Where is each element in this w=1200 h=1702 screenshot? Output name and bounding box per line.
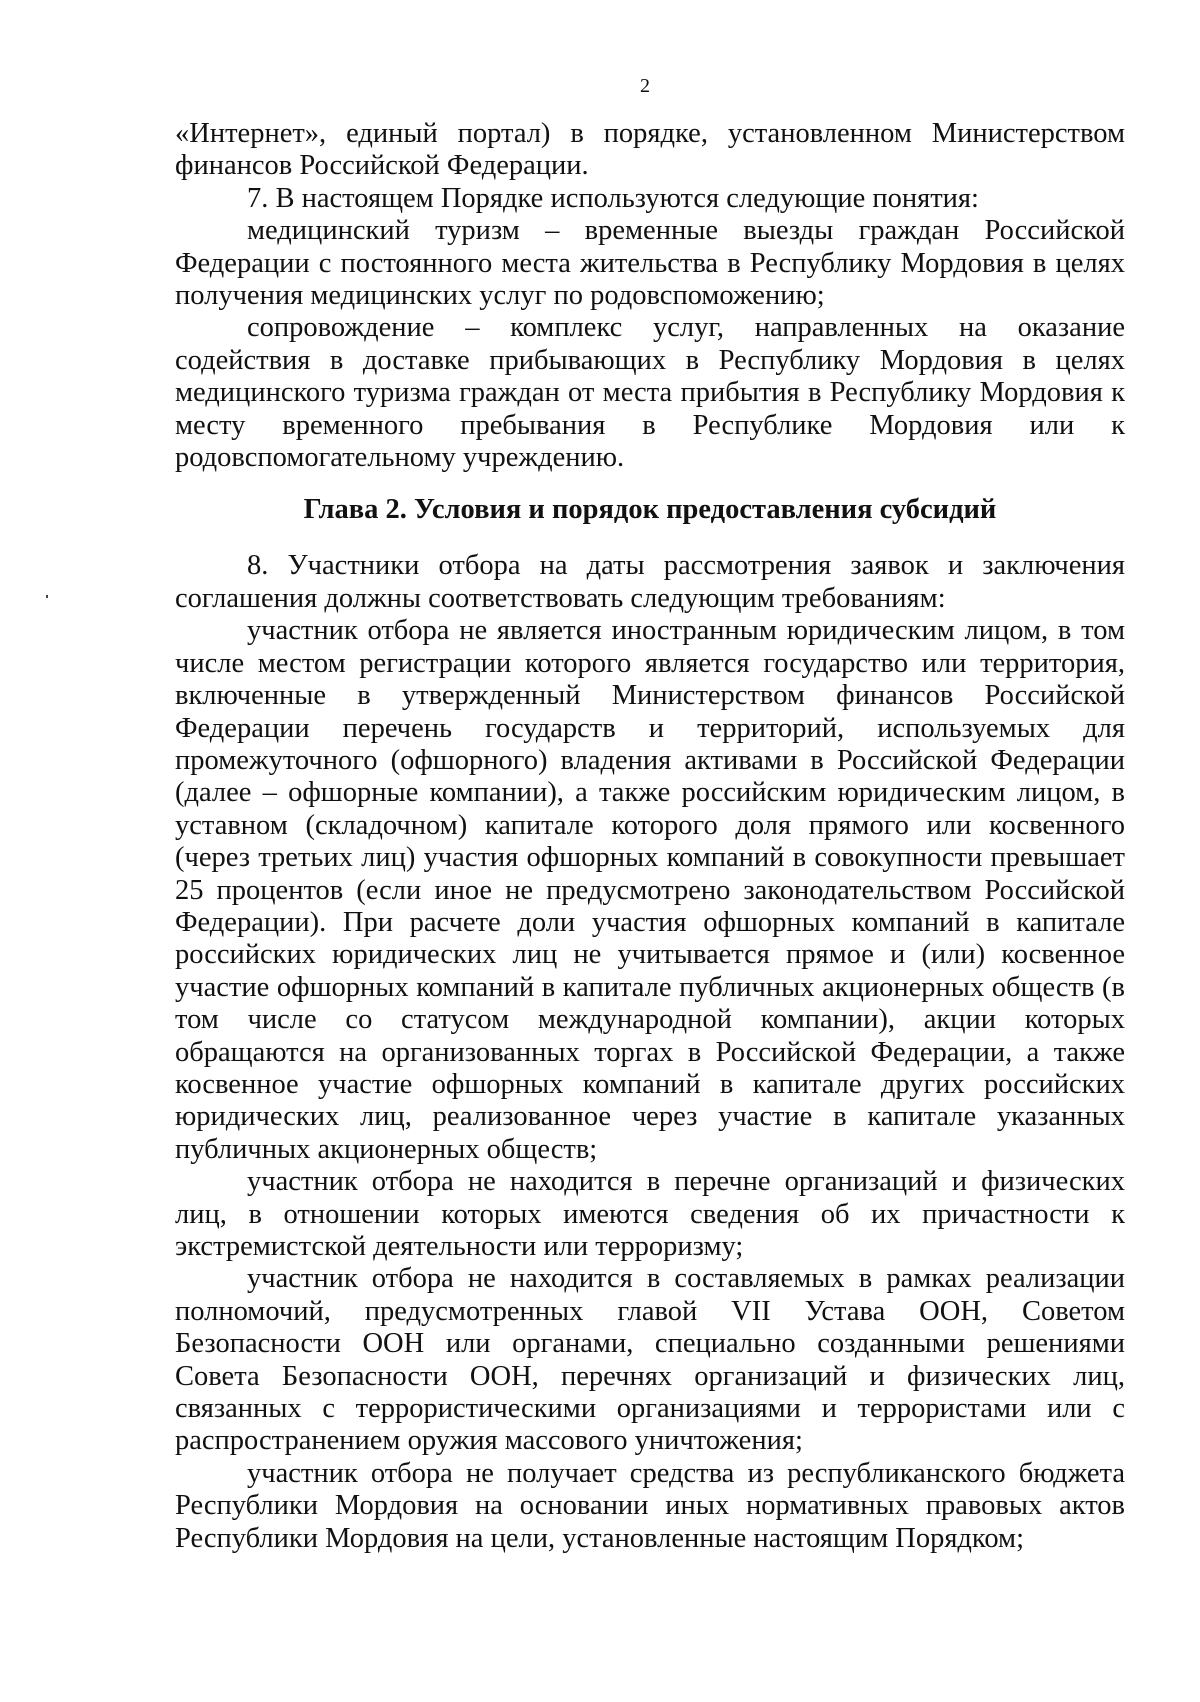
paragraph-offshore-requirement: участник отбора не является иностранным юридическим лицом, в том числе местом регистрации которого является государство или территория, включенные в утвержденный Министерством финансов Российской Федерации перечень государств и территорий, используемых для промежуточного (офшорного) владения активами в Российской Федерации (далее – офшорные компании), а также российским юридическим лицом, в уставном (складочном) капитале которого доля прямого или косвенного (через третьих лиц) участия офшорных компаний в совокупности превышает 25 процентов (если иное не предусмотрено законодательством Российской Федерации). При расчете доли участия офшорных компаний в капитале российских юридических лиц не учитывается прямое и (или) косвенное участие офшорных компаний в капитале публичных акционерных обществ (в том числе со статусом международной компании), акции которых обращаются на организованных торгах в Российской Федерации, а также косвенное участие офшорных компаний в капитале других российских юридических лиц, реализованное через участие в капитале указанных публичных акционерных обществ; — [175, 615, 1125, 1165]
paragraph-continuation: «Интернет», единый портал) в порядке, установленном Министерством финансов Российской Федерации. — [175, 118, 1125, 182]
chapter-heading: Глава 2. Условия и порядок предоставления субсидий — [303, 494, 997, 526]
paragraph-extremism-requirement: участник отбора не находится в перечне организаций и физических лиц, в отношении которых имеются сведения об их причастности к экстремистской деятельности или терроризму; — [175, 1166, 1125, 1262]
scan-speck — [46, 595, 48, 598]
paragraph-escort-definition: сопровождение – комплекс услуг, направленных на оказание содействия в доставке прибывающих в Республику Мордовия в целях медицинского туризма граждан от места прибытия в Республику Мордовия к месту временного пребывания в Республике Мордовия или к родовспомогательному учреждению. — [175, 312, 1125, 474]
paragraph-definitions-intro: 7. В настоящем Порядке используются следующие понятия: — [247, 182, 979, 214]
paragraph-medical-tourism-definition: медицинский туризм – временные выезды граждан Российской Федерации с постоянного места жительства в Республику Мордовия в целях получения медицинских услуг по родовспоможению; — [175, 215, 1125, 312]
paragraph-un-list-requirement: участник отбора не находится в составляемых в рамках реализации полномочий, предусмотренных главой VII Устава ООН, Советом Безопасности ООН или органами, специально созданными решениями Совета Безопасности ООН, перечнях организаций и физических лиц, связанных с террористическими организациями и террористами или с распространением оружия массового уничтожения; — [175, 1263, 1125, 1457]
paragraph-budget-requirement: участник отбора не получает средства из республиканского бюджета Республики Мордовия на основании иных нормативных правовых актов Республики Мордовия на цели, установленные настоящим Порядком; — [175, 1457, 1125, 1554]
document-body — [175, 118, 1125, 1555]
page-number: 2 — [640, 75, 650, 97]
paragraph-requirements-intro: 8. Участники отбора на даты рассмотрения заявок и заключения соглашения должны соответствовать следующим требованиям: — [175, 550, 1125, 614]
